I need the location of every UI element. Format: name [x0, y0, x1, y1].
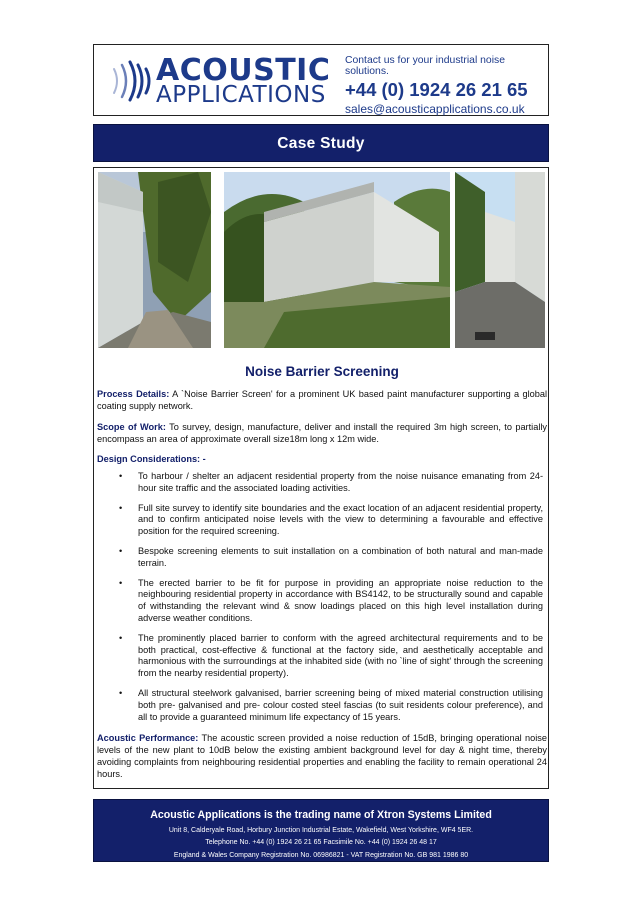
process-label: Process Details: — [97, 389, 170, 399]
bullet-dot: • — [119, 632, 123, 643]
photo-barrier-wide — [224, 172, 450, 348]
footer-phone-fax: Telephone No. +44 (0) 1924 26 21 65 Facsimile No. +44 (0) 1924 26 48 17 — [205, 839, 437, 846]
banner-title: Case Study — [277, 135, 365, 152]
bullet-dot: • — [119, 545, 123, 556]
list-item — [97, 546, 547, 570]
list-item-text: All structural steelwork galvanised, barrier screening being of mixed material construction utilising both pre- galvanised and pre- colour costed steel fascias (to suit residents colour preference), and all to provide a guaranteed minimum life expectancy of 15 years. — [138, 687, 543, 722]
design-considerations-list — [97, 471, 547, 723]
list-item — [97, 471, 547, 495]
list-item — [97, 633, 547, 680]
scope-text: To survey, design, manufacture, deliver and install the required 3m high screen, to partially encompass an area of approximate overall size18m long x 12m wide. — [97, 422, 547, 444]
list-item-text: Full site survey to identify site boundaries and the exact location of an adjacent residential property, and to confirm anticipated noise levels with the view to determining a favourable and effective position for the required screening. — [138, 502, 543, 537]
scope-label: Scope of Work: — [97, 422, 166, 432]
contact-block — [345, 55, 545, 116]
list-item — [97, 503, 547, 538]
photo-barrier-path — [98, 172, 211, 348]
acoustic-text: The acoustic screen provided a noise reduction of 15dB, bringing operational noise levels of the new plant to 10dB below the existing ambient background level for day & night time, thereby avoiding complaints from neighbouring residential properties and enabling the facility to remain operational 24 hours. — [97, 733, 547, 780]
contact-tagline: Contact us for your industrial noise solutions. — [345, 55, 505, 77]
article — [94, 364, 550, 789]
header-box — [93, 44, 549, 116]
main-content-box — [93, 167, 549, 789]
list-item — [97, 578, 547, 625]
bullet-dot: • — [119, 577, 123, 588]
process-text: A `Noise Barrier Screen' for a prominent UK based paint manufacturer supporting a global coating supply network. — [97, 389, 547, 411]
email-address[interactable]: sales@acousticapplications.co.uk — [345, 102, 525, 116]
sound-waves-icon — [102, 59, 154, 103]
logo-word-applications: APPLICATIONS — [156, 82, 326, 108]
acoustic-label: Acoustic Performance: — [97, 733, 199, 744]
design-considerations-label: Design Considerations: - — [97, 454, 206, 464]
bullet-dot: • — [119, 687, 123, 698]
photo-barrier-corner — [455, 172, 545, 348]
acoustic-performance — [97, 732, 547, 780]
article-heading: Noise Barrier Screening — [245, 364, 399, 379]
list-item-text: The erected barrier to be fit for purpose in providing an appropriate noise reduction to the neighbouring residential property in accordance with BS4142, to be structurally sound and capable of withstanding the relevant wind & snow loadings placed on this high level installation during adverse weather conditions. — [138, 577, 543, 623]
bullet-dot: • — [119, 502, 123, 513]
footer-registration: England & Wales Company Registration No. 06986821 - VAT Registration No. GB 981 1986 80 — [173, 852, 469, 859]
phone-number[interactable]: +44 (0) 1924 26 21 65 — [345, 79, 528, 100]
bullet-dot: • — [119, 471, 123, 481]
list-item-text: To harbour / shelter an adjacent residential property from the noise nuisance emanating from 24-hour site traffic and the associated loading activities. — [138, 471, 543, 493]
list-item-text: The prominently placed barrier to conform with the agreed architectural requirements and to be both practical, cost-effective & functional at the factory side, and aesthetically acceptable and harmonious with the surroundings at the inhabited side (with no `line of sight' through the screening from the nearby residential property). — [138, 632, 543, 679]
company-logo — [102, 53, 340, 108]
case-study-banner — [93, 124, 549, 162]
footer-trading-name: Acoustic Applications is the trading name of Xtron Systems Limited — [150, 809, 492, 821]
list-item — [97, 688, 547, 723]
footer-address: Unit 8, Calderyale Road, Horbury Junction Industrial Estate, Wakefield, West Yorkshire, WF4 5ER. — [168, 827, 474, 834]
list-item-text: Bespoke screening elements to suit installation on a combination of both natural and man-made terrain. — [138, 545, 543, 568]
process-details — [97, 388, 547, 412]
logo-word-acoustic: ACOUSTIC — [156, 53, 331, 88]
scope-of-work — [97, 421, 547, 445]
footer-banner — [93, 799, 549, 862]
